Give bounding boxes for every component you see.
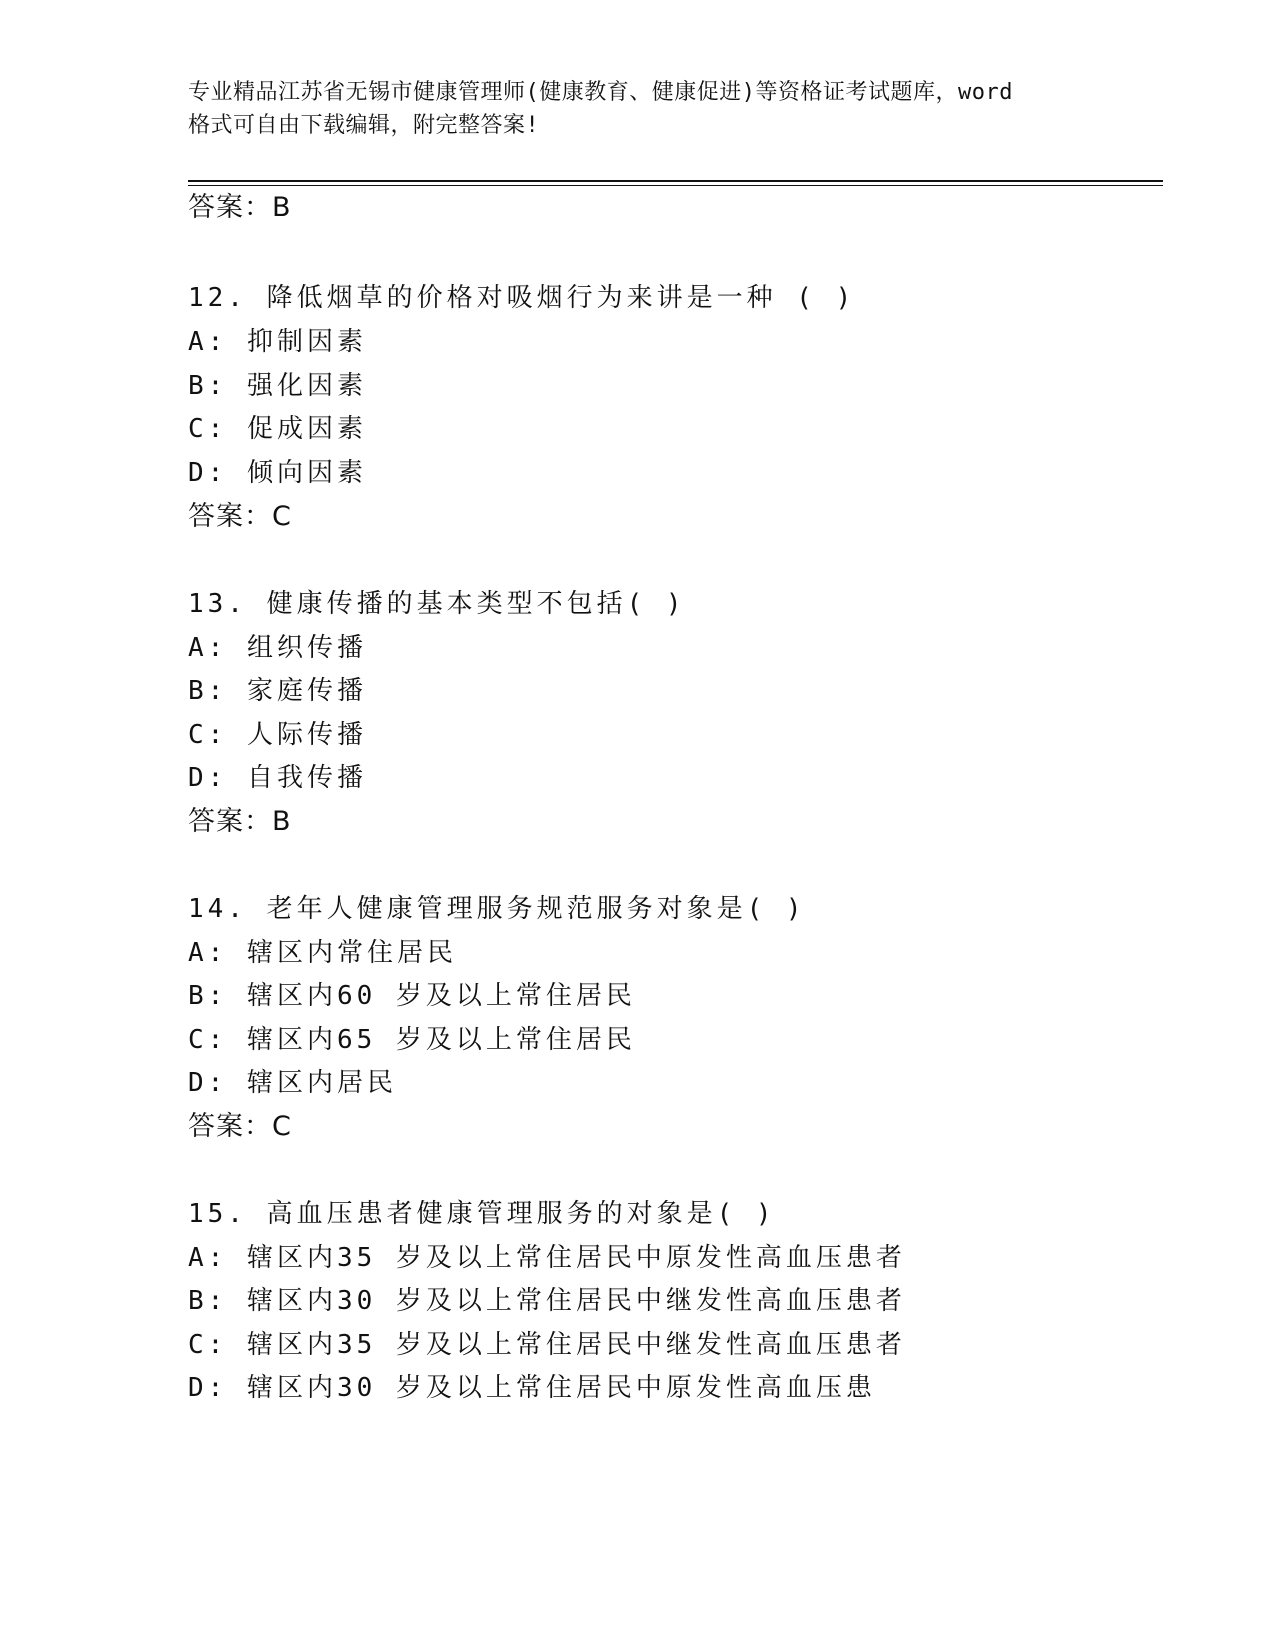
answer-q12: 答案：C [188,501,292,532]
question-15-option-b: B: 辖区内30 岁及以上常住居民中继发性高血压患者 [188,1286,906,1316]
question-15-stem: 15. 高血压患者健康管理服务的对象是( ) [188,1199,776,1229]
question-14-option-c: C: 辖区内65 岁及以上常住居民 [188,1025,636,1055]
header-rule-thin [188,185,1163,186]
header-rule-thick [188,180,1163,182]
question-14-option-d: D: 辖区内居民 [188,1068,397,1098]
question-13-option-c: C: 人际传播 [188,720,367,750]
header-line-1: 专业精品江苏省无锡市健康管理师(健康教育、健康促进)等资格证考试题库，word [188,80,1013,105]
question-15-option-c: C: 辖区内35 岁及以上常住居民中继发性高血压患者 [188,1330,906,1360]
answer-q14: 答案：C [188,1111,292,1142]
question-12-option-d: D: 倾向因素 [188,458,367,488]
question-12-option-c: C: 促成因素 [188,414,367,444]
question-12-option-b: B: 强化因素 [188,371,367,401]
question-15-option-a: A: 辖区内35 岁及以上常住居民中原发性高血压患者 [188,1243,906,1273]
header-line-2: 格式可自由下载编辑，附完整答案! [188,113,540,138]
question-13-option-a: A: 组织传播 [188,633,367,663]
document-header [188,76,1088,142]
question-13-option-b: B: 家庭传播 [188,676,367,706]
answer-q11: 答案：B [188,192,292,223]
question-14-option-a: A: 辖区内常住居民 [188,938,457,968]
question-15-option-d: D: 辖区内30 岁及以上常住居民中原发性高血压患 [188,1373,876,1403]
question-13-option-d: D: 自我传播 [188,763,367,793]
answer-q13: 答案：B [188,806,292,837]
question-12-stem: 12. 降低烟草的价格对吸烟行为来讲是一种 ( ) [188,283,856,313]
question-13-stem: 13. 健康传播的基本类型不包括( ) [188,589,686,619]
question-12-option-a: A: 抑制因素 [188,327,367,357]
question-14-stem: 14. 老年人健康管理服务规范服务对象是( ) [188,894,806,924]
question-14-option-b: B: 辖区内60 岁及以上常住居民 [188,981,636,1011]
